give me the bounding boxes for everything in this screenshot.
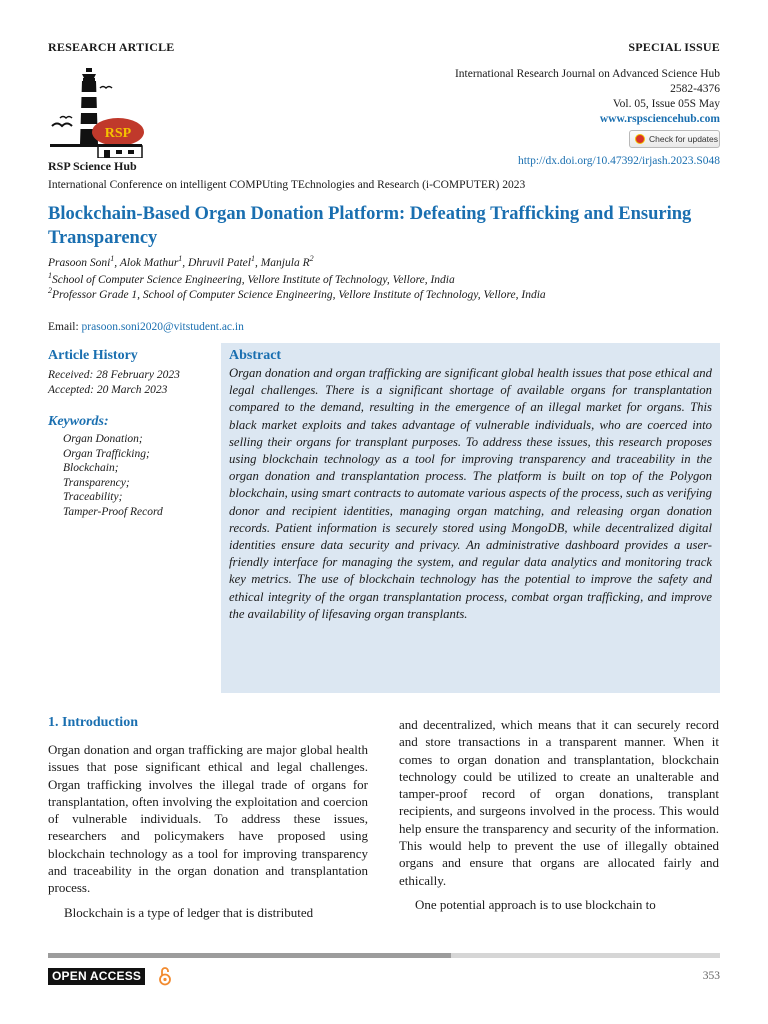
crossmark-icon bbox=[635, 134, 645, 144]
received-date: Received: 28 February 2023 bbox=[48, 369, 180, 381]
paper-title: Blockchain-Based Organ Donation Platform: Defeating Trafficking and Ensuring Transparency bbox=[48, 204, 692, 248]
footer-divider-accent bbox=[48, 953, 451, 958]
abstract-heading: Abstract bbox=[229, 348, 282, 363]
introduction-heading: 1. Introduction bbox=[48, 715, 138, 730]
abstract-box bbox=[221, 343, 720, 693]
affiliation-2: $^2$Professor Grade 1, School of Computer Science Engineering, Vellore Institute of Technology, Vellore, India bbox=[48, 286, 546, 301]
author-name: Manjula R bbox=[260, 257, 310, 269]
open-access-lock-icon bbox=[158, 966, 172, 986]
keyword-item: Organ Trafficking; bbox=[63, 447, 150, 460]
body-paragraph: Organ donation and organ trafficking are major global health issues that pose significant ethical and legal challenges. Organ trafficking involves the illegal trade of organs for transplantation, often involving the exploitation and coercion of vulnerable individuals. To address these issues, researchers and policymakers have proposed using blockchain technology as a tool for improving transparency and traceability in the organ donation and transplantation process. bbox=[48, 742, 368, 896]
open-access-badge: OPEN ACCESS bbox=[48, 968, 145, 985]
email-label: Email: bbox=[48, 321, 79, 333]
body-paragraph: and decentralized, which means that it can securely record and store transactions in a transparent manner. When it comes to organ donation and transplantation, blockchain technology could be utilized to create an unalterable and tamper-proof record of organ donations, transplant recipients, and surgeons involved in the process. This would help ensure the transparency and security of the information. This would help to prevent the use of illegally obtained organs and ensure that organs are allocated fairly and ethically. bbox=[399, 717, 719, 888]
email-link[interactable]: prasoon.soni2020@vitstudent.ac.in bbox=[81, 321, 244, 333]
keyword-item: Organ Donation; bbox=[63, 433, 143, 445]
publisher-name: RSP Science Hub bbox=[48, 159, 137, 173]
email-line bbox=[48, 321, 244, 333]
journal-website-link[interactable]: www.rspsciencehub.com bbox=[599, 113, 720, 125]
keyword-item: Tamper-Proof Record bbox=[63, 505, 163, 518]
keyword-item: Transparency; bbox=[63, 476, 130, 489]
doi-link[interactable]: http://dx.doi.org/10.47392/irjash.2023.S048 bbox=[517, 155, 720, 167]
author-name: Dhruvil Patel bbox=[188, 257, 251, 269]
journal-volume: Vol. 05, Issue 05S May bbox=[612, 98, 720, 110]
author-name: Alok Mathur bbox=[119, 257, 179, 269]
accepted-date: Accepted: 20 March 2023 bbox=[48, 384, 168, 396]
article-type-label: RESEARCH ARTICLE bbox=[48, 40, 175, 54]
affiliation-1: $^1$School of Computer Science Engineering, Vellore Institute of Technology, Vellore, India bbox=[48, 271, 455, 286]
body-column-left bbox=[48, 741, 368, 921]
author-list: Prasoon Soni$^1$, Alok Mathur$^1$, Dhruvil Patel$^1$, Manjula $R^2$ bbox=[48, 254, 314, 269]
keywords-list bbox=[63, 432, 163, 519]
keyword-item: Blockchain; bbox=[63, 462, 119, 474]
check-for-updates-label: Check for updates bbox=[649, 134, 718, 144]
author-name: Prasoon Soni bbox=[48, 257, 111, 269]
keywords-heading: Keywords: bbox=[48, 414, 109, 429]
issue-type-label: SPECIAL ISSUE bbox=[628, 40, 720, 54]
article-history-heading: Article History bbox=[48, 348, 138, 363]
body-column-right bbox=[399, 716, 719, 913]
rsp-lighthouse-logo bbox=[46, 66, 146, 158]
journal-name: International Research Journal on Advanced Science Hub bbox=[454, 68, 720, 80]
abstract-text: Organ donation and organ trafficking are significant global health issues that pose ethical and legal challenges. There is a significant shortage of available organs for transplantation compared to the demand, resulting in the emergence of an illegal market for organs. This black market exploits and takes advantage of vulnerable individuals, who are coerced into selling their organs for transplant purposes. To address these issues, this research proposes using blockchain technology as a tool for improving transparency and traceability in the organ donation and transplantation process. The platform is built on top of the Polygon blockchain, using smart contracts to automate various aspects of the process, such as verifying donor and recipient identities, managing organ matching, and releasing organ donation records. Patient information is securely stored using MongoDB, while decentralized digital identities ensure data security and privacy. An administrative dashboard provides a user-friendly interface for managing the system, and regular data analytics and monitoring track key metrics. The use of blockchain technology has the potential to improve the safety and ethical integrity of the organ transplantation process, combat organ trafficking, and improve the availability of lifesaving organ transplants. bbox=[229, 366, 712, 621]
keyword-item: Traceability; bbox=[63, 491, 123, 503]
journal-info bbox=[455, 67, 720, 127]
rsp-badge-text: RSP bbox=[104, 126, 132, 141]
check-for-updates-button[interactable] bbox=[629, 130, 720, 148]
body-paragraph: Blockchain is a type of ledger that is distributed bbox=[64, 904, 314, 920]
body-paragraph: One potential approach is to use blockchain to bbox=[415, 896, 656, 912]
page-number: 353 bbox=[702, 970, 720, 982]
conference-line: International Conference on intelligent COMPUting TEchnologies and Research (i-COMPUTER) 2023 bbox=[48, 179, 526, 191]
journal-issn: 2582-4376 bbox=[670, 83, 720, 95]
